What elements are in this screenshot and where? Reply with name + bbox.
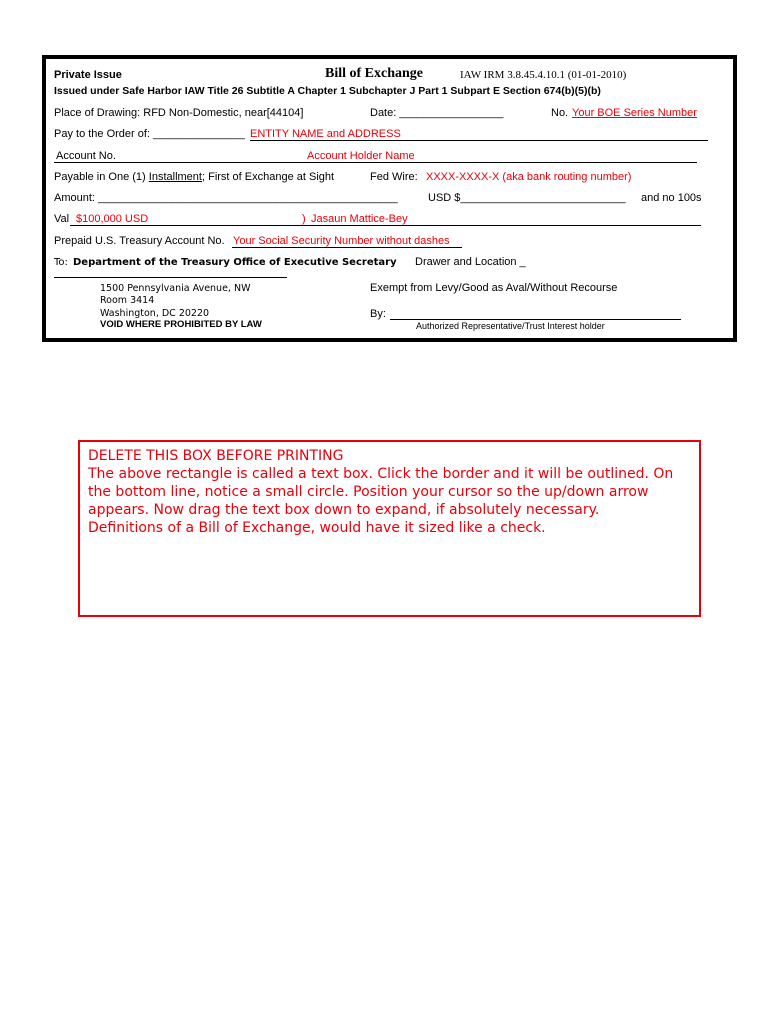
val-name[interactable]: Jasaun Mattice-Bey [311, 213, 408, 225]
to-label: To: [54, 257, 68, 268]
address-street: 1500 Pennsylvania Avenue, NW [100, 283, 251, 294]
delete-before-printing-note[interactable] [78, 440, 701, 617]
account-underline [54, 162, 697, 163]
note-instructions: The above rectangle is called a text box. Click the border and it will be outlined. On the bottom line, notice a small circle. Position your cursor so the up/down arrow appears. Now drag the text box down to expand, if absolutely necessary. [88, 466, 674, 518]
payable-prefix: Payable in One (1) [54, 171, 149, 183]
val-underline [70, 225, 701, 226]
account-holder-name[interactable]: Account Holder Name [307, 150, 415, 162]
and-no-100s: and no 100s [641, 192, 702, 204]
void-notice: VOID WHERE PROHIBITED BY LAW [100, 319, 262, 330]
place-of-drawing: Place of Drawing: RFD Non-Domestic, near[44104] [54, 107, 304, 119]
usd-amount-field[interactable]: USD $___________________________ [428, 192, 626, 204]
document-title: Bill of Exchange [325, 66, 424, 81]
note-definition: Definitions of a Bill of Exchange, would have it sized like a check. [88, 520, 546, 536]
address-room: Room 3414 [100, 295, 155, 306]
val-paren: ) [302, 213, 306, 225]
date-field[interactable]: Date: _________________ [370, 107, 504, 119]
installment-word: Installment [148, 171, 202, 183]
address-divider [54, 277, 287, 278]
irm-reference: IAW IRM 3.8.45.4.10.1 (01-01-2010) [460, 69, 627, 81]
payable-terms [54, 171, 334, 184]
series-number-label: No. [551, 107, 569, 119]
private-issue-label: Private Issue [54, 69, 122, 81]
account-number-label: Account No. [56, 150, 116, 162]
signature-by-label: By: [370, 308, 386, 320]
payer-department: Department of the Treasury Office of Executive Secretary [73, 257, 397, 268]
bill-of-exchange-box[interactable] [42, 55, 737, 342]
amount-field[interactable]: Amount: _________________________________________________ [54, 192, 398, 204]
series-number-value[interactable]: Your BOE Series Number [572, 107, 697, 119]
fed-wire-label: Fed Wire: [370, 171, 418, 183]
authorized-representative-caption: Authorized Representative/Trust Interest holder [416, 321, 605, 331]
drawer-location[interactable]: Drawer and Location _ [415, 256, 526, 268]
address-city: Washington, DC 20220 [100, 308, 210, 319]
note-heading: DELETE THIS BOX BEFORE PRINTING [88, 448, 344, 464]
signature-line[interactable] [390, 319, 681, 320]
payee-underline [250, 140, 708, 141]
exempt-statement: Exempt from Levy/Good as Aval/Without Recourse [370, 282, 618, 294]
val-amount[interactable]: $100,000 USD [76, 213, 149, 225]
fed-wire-routing[interactable]: XXXX-XXXX-X (aka bank routing number) [426, 171, 632, 183]
payable-suffix: ; First of Exchange at Sight [201, 171, 335, 183]
prepaid-underline [232, 247, 462, 248]
prepaid-account-value[interactable]: Your Social Security Number without dashes [233, 235, 450, 247]
prepaid-account-label: Prepaid U.S. Treasury Account No. [54, 235, 225, 247]
val-label: Val [54, 213, 70, 225]
pay-to-order-label: Pay to the Order of: _______________ [54, 128, 245, 140]
safe-harbor-statement: Issued under Safe Harbor IAW Title 26 Subtitle A Chapter 1 Subchapter J Part 1 Subpart E Section 674(b)(5)(b) [54, 85, 601, 97]
payee-name-address[interactable]: ENTITY NAME and ADDRESS [250, 128, 401, 140]
